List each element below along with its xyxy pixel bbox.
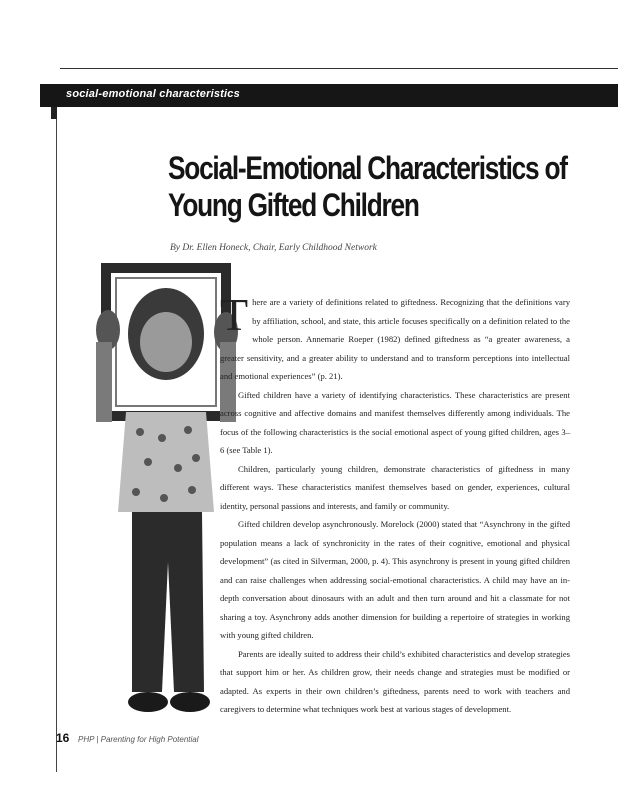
title-line-2: Young Gifted Children — [168, 187, 419, 223]
margin-tick — [51, 107, 57, 119]
publication-footer: PHP | Parenting for High Potential — [78, 735, 199, 744]
title-line-1: Social-Emotional Characteristics of — [168, 150, 567, 186]
paragraph-3: Children, particularly young children, demonstrate characteristics of giftedness in many different ways. These characteristics manifest themselves based on gender, experiences, cultural identity, personal passions and interests, and family or community. — [220, 463, 570, 511]
top-rule — [60, 68, 618, 69]
drop-cap: T — [220, 289, 249, 340]
paragraph-1-text: here are a variety of definitions related to giftedness. Recognizing that the definitions vary by affiliation, school, and state, this article focuses specifically on a definition related to the whole person. Annemarie Roeper (1982) defined giftedness as “a greater awareness, a greater sensitivity, and a greater ability to understand and to transform perceptions into intellectual and emotional experiences” (p. 21). — [220, 297, 570, 381]
article-title — [168, 150, 567, 224]
article-body — [220, 289, 570, 719]
byline: By Dr. Ellen Honeck, Chair, Early Childhood Network — [170, 243, 377, 253]
paragraph-5: Parents are ideally suited to address their child’s exhibited characteristics and develop strategies that support him or her. As children grow, their needs change and strategies must be modified or adapted. As experts in their own children’s giftedness, parents need to work with teachers and caregivers to determine what techniques work best at various stages of development. — [220, 648, 570, 714]
section-label: social-emotional characteristics — [66, 88, 240, 100]
paragraph-2: Gifted children have a variety of identifying characteristics. These characteristics are present across cognitive and affective domains and manifest themselves differently among individuals. The focus of the following characteristics is the social emotional aspect of young gifted children, ages 3–6 (see Table 1). — [220, 389, 570, 455]
margin-rule — [56, 107, 57, 772]
paragraph-4: Gifted children develop asynchronously. Morelock (2000) stated that “Asynchrony in the gifted population means a lack of synchronicity in the rates of their cognitive, emotional and physical development” (as cited in Silverman, 2000, p. 4). This asynchrony is present in young gifted children and can raise challenges when addressing social-emotional characteristics. A child may have an in-depth conversation about dinosaurs with an adult and then turn around and hit a classmate for not sharing a toy. Asynchrony adds another dimension for building a repertoire of strategies in working with young gifted children. — [220, 519, 570, 640]
paragraph-1 — [220, 289, 570, 386]
page-number: 16 — [56, 731, 70, 745]
